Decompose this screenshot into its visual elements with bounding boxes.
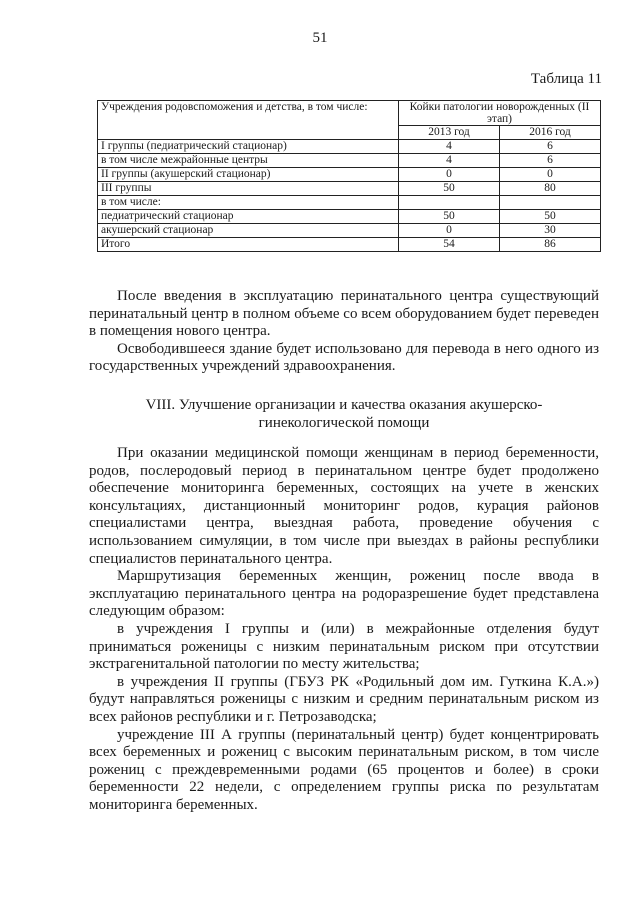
table-row — [98, 224, 601, 238]
cell-2013: 54 — [399, 238, 500, 252]
table-row — [98, 154, 601, 168]
cell-2013: 50 — [399, 210, 500, 224]
table-row — [98, 140, 601, 154]
row-label: II группы (акушерский стационар) — [98, 168, 399, 182]
cell-2013: 0 — [399, 168, 500, 182]
table-row — [98, 168, 601, 182]
row-label: III группы — [98, 182, 399, 196]
table-row — [98, 238, 601, 252]
paragraph: учреждение III А группы (перинатальный центр) будет концентрировать всех беременных и рожениц с высоким перинатальным риском, в том числе рожениц с преждевременными родами (65 процентов и более) в сроки беременности 22 недели, с определением группы риска по результатам мониторинга беременных. — [89, 726, 599, 813]
row-label: I группы (педиатрический стационар) — [98, 140, 399, 154]
section-heading-line: VIII. Улучшение организации и качества оказания акушерско- — [145, 397, 543, 413]
section-heading-line: гинекологической помощи — [258, 414, 430, 431]
cell-2016 — [500, 196, 601, 210]
header-beds: Койки патологии новорожденных (II этап) — [399, 101, 601, 126]
cell-2016: 6 — [500, 140, 601, 154]
paragraph: При оказании медицинской помощи женщинам в период беременности, родов, послеродовый период в перинатальном центре будет продолжено обеспечение мониторинга беременных, состоящих на учете в женских консультациях, дистанционный мониторинг родов, курация районов специалистами центра, выездная работа, проведение обучения с использованием симуляции, в том числе при выездах в районы республики специалистов перинатального центра. — [89, 445, 599, 567]
table-caption: Таблица 11 — [530, 71, 602, 87]
paragraph: Маршрутизация беременных женщин, рожениц после ввода в эксплуатацию перинатального центра на родоразрешение будет представлена следующим образом: — [89, 568, 599, 620]
row-label: в том числе межрайонные центры — [98, 154, 399, 168]
cell-2016: 50 — [500, 210, 601, 224]
beds-table — [97, 100, 601, 252]
paragraph: После введения в эксплуатацию перинатального центра существующий перинатальный центр в полном объеме со всем оборудованием будет переведен в помещения нового центра. — [89, 288, 599, 340]
row-label: Итого — [98, 238, 399, 252]
cell-2013: 0 — [399, 224, 500, 238]
cell-2013: 4 — [399, 140, 500, 154]
table-row — [98, 210, 601, 224]
cell-2016: 86 — [500, 238, 601, 252]
row-label: акушерский стационар — [98, 224, 399, 238]
cell-2013: 50 — [399, 182, 500, 196]
cell-2013 — [399, 196, 500, 210]
header-2013: 2013 год — [399, 126, 500, 140]
header-institutions: Учреждения родовспоможения и детства, в том числе: — [98, 101, 399, 140]
section-heading — [89, 397, 599, 432]
cell-2016: 6 — [500, 154, 601, 168]
section-paragraphs — [89, 445, 599, 814]
row-label: в том числе: — [98, 196, 399, 210]
paragraph: в учреждения II группы (ГБУЗ РК «Родильный дом им. Гуткина К.А.») будут направляться роженицы с низким и средним перинатальным риском из всех районов республики и г. Петрозаводска; — [89, 673, 599, 725]
table-row — [98, 196, 601, 210]
cell-2013: 4 — [399, 154, 500, 168]
table-header-row — [98, 101, 601, 126]
intro-paragraphs — [89, 288, 599, 376]
cell-2016: 30 — [500, 224, 601, 238]
cell-2016: 80 — [500, 182, 601, 196]
paragraph: в учреждения I группы и (или) в межрайонные отделения будут приниматься роженицы с низким перинатальным риском при отсутствии экстрагенитальной патологии по месту жительства; — [89, 620, 599, 673]
page-number: 51 — [312, 30, 328, 46]
paragraph: Освободившееся здание будет использовано для перевода в него одного из государственных учреждений здравоохранения. — [89, 340, 599, 375]
table-row — [98, 182, 601, 196]
row-label: педиатрический стационар — [98, 210, 399, 224]
cell-2016: 0 — [500, 168, 601, 182]
header-2016: 2016 год — [500, 126, 601, 140]
